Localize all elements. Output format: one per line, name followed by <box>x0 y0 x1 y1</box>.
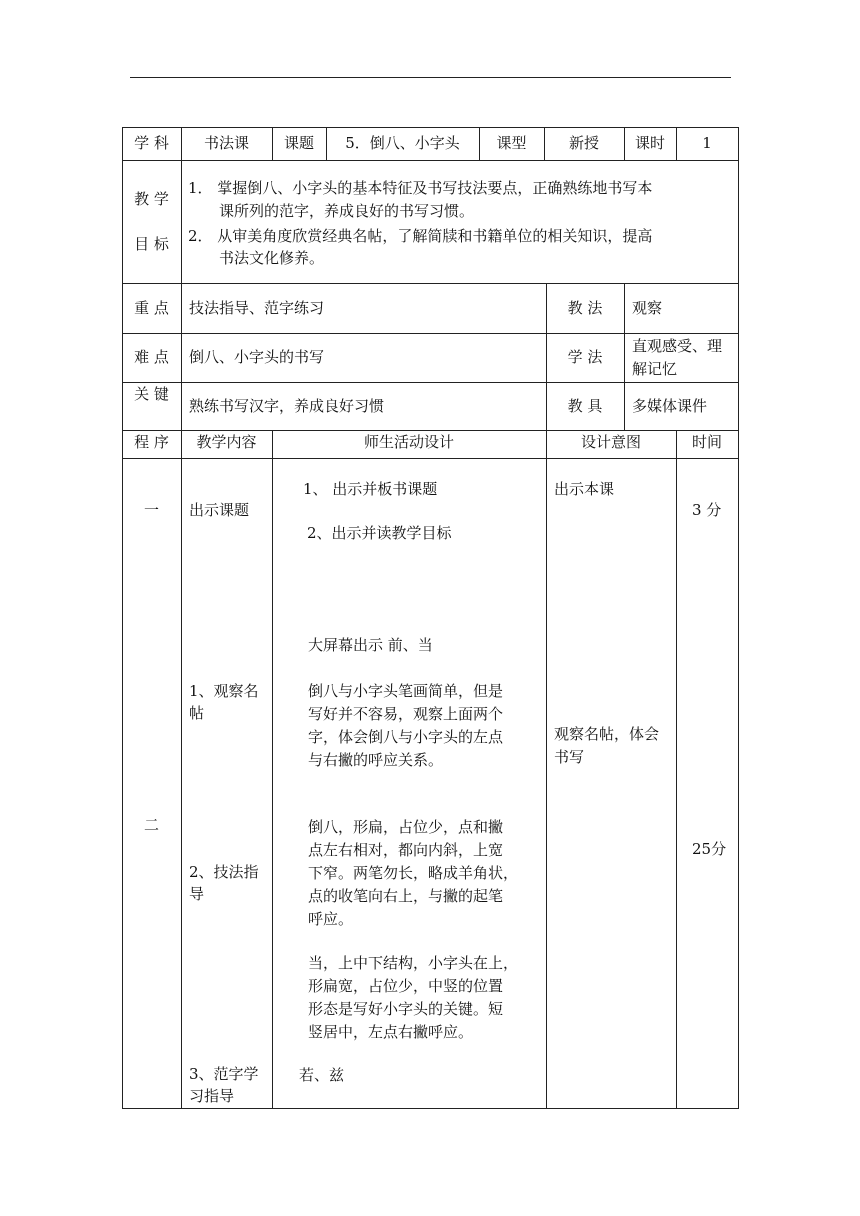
lesson-plan-table <box>122 127 739 1109</box>
col-divider <box>181 430 182 1108</box>
col-divider <box>181 160 182 430</box>
step-2-number: 二 <box>143 816 159 834</box>
hours-label: 课时 <box>634 134 665 152</box>
step-1-number: 一 <box>143 501 159 519</box>
content-observe-line-1: 1、观察名 <box>189 682 259 700</box>
tools-label: 教 具 <box>567 397 603 415</box>
daoba-line-4: 点的收笔向右上，与撇的起笔 <box>308 887 504 905</box>
learning-method-line-2: 解记忆 <box>632 360 678 378</box>
daoba-line-1: 倒八，形扁，占位少，点和撇 <box>308 818 504 836</box>
col-divider <box>272 430 273 1108</box>
method-value: 观察 <box>632 299 663 317</box>
observe-line-4: 与右撇的呼应关系。 <box>308 751 444 769</box>
col-divider <box>676 430 677 1108</box>
daoba-line-3: 下窄。两笔勿长，略成羊角状， <box>308 864 519 882</box>
step-1-activity-2: 2、出示并读教学目标 <box>307 524 452 542</box>
method-label: 教 法 <box>567 299 603 317</box>
objectives-label-bottom: 目 标 <box>134 235 169 253</box>
content-technique-line-2: 导 <box>189 885 205 903</box>
step-1-content: 出示课题 <box>189 501 250 519</box>
observe-line-3: 字，体会倒八与小字头的左点 <box>308 728 504 746</box>
focus-value: 技法指导、范字练习 <box>189 299 325 317</box>
objective-1-line-1: 1． 掌握倒八、小字头的基本特征及书写技法要点，正确熟练地书写本 <box>188 179 653 197</box>
subject-label: 学 科 <box>134 134 169 152</box>
col-divider <box>624 283 625 430</box>
row-divider <box>122 458 739 459</box>
dang-line-2: 形扁宽，占位少，中竖的位置 <box>308 977 504 995</box>
objective-2-line-1: 2． 从审美角度欣赏经典名帖，了解简牍和书籍单位的相关知识，提高 <box>188 227 653 245</box>
table-border-left <box>122 127 123 1109</box>
daoba-line-5: 呼应。 <box>308 910 354 928</box>
difficulty-label: 难 点 <box>134 348 169 366</box>
table-border-top <box>122 127 739 128</box>
objective-2-line-2: 书法文化修养。 <box>219 249 325 267</box>
col-divider <box>546 430 547 1108</box>
content-technique-line-1: 2、技法指 <box>189 863 259 881</box>
step-2-time: 25分 <box>692 840 727 858</box>
content-example-line-1: 3、范字学 <box>189 1065 259 1083</box>
row-divider <box>122 333 739 334</box>
learning-method-label: 学 法 <box>567 348 603 366</box>
observe-line-2: 写好并不容易，观察上面两个 <box>308 705 504 723</box>
example-characters: 若、兹 <box>299 1066 345 1084</box>
learning-method-line-1: 直观感受、理 <box>632 337 723 355</box>
key-value: 熟练书写汉字，养成良好习惯 <box>189 397 385 415</box>
col-header-procedure: 程 序 <box>134 433 169 451</box>
step-1-activity-1: 1、 出示并板书课题 <box>303 480 438 498</box>
topic-value: 5．倒八、小字头 <box>345 134 460 152</box>
objectives-label-top: 教 学 <box>134 190 169 208</box>
table-border-right <box>738 127 739 1109</box>
objective-1-line-2: 课所列的范字，养成良好的书写习惯。 <box>219 202 475 220</box>
dang-line-4: 竖居中，左点右撇呼应。 <box>308 1023 474 1041</box>
type-value: 新授 <box>568 134 599 152</box>
col-header-time: 时间 <box>691 433 722 451</box>
col-header-activity: 师生活动设计 <box>363 433 454 451</box>
step-2-intent-line-1: 观察名帖，体会 <box>554 725 660 743</box>
step-1-time: 3 分 <box>692 501 722 519</box>
table-border-bottom <box>122 1108 739 1109</box>
content-observe-line-2: 帖 <box>189 704 205 722</box>
daoba-line-2: 点左右相对，都向内斜，上宽 <box>308 841 504 859</box>
dang-line-1: 当，上中下结构，小字头在上， <box>308 954 519 972</box>
screen-display-line: 大屏幕出示 前、当 <box>308 636 433 654</box>
type-label: 课型 <box>496 134 527 152</box>
observe-line-1: 倒八与小字头笔画简单，但是 <box>308 682 504 700</box>
difficulty-value: 倒八、小字头的书写 <box>189 348 325 366</box>
tools-value: 多媒体课件 <box>632 397 708 415</box>
row-divider <box>122 382 739 383</box>
col-header-content: 教学内容 <box>196 433 257 451</box>
content-example-line-2: 习指导 <box>189 1087 235 1105</box>
hours-value: 1 <box>702 134 712 152</box>
step-2-intent-line-2: 书写 <box>554 748 585 766</box>
row-divider <box>122 283 739 284</box>
header-rule <box>130 77 731 78</box>
key-label: 关 键 <box>134 385 169 403</box>
row-divider <box>122 160 739 161</box>
dang-line-3: 形态是写好小字头的关键。短 <box>308 1000 504 1018</box>
focus-label: 重 点 <box>134 299 169 317</box>
col-header-intent: 设计意图 <box>580 433 641 451</box>
subject-value: 书法课 <box>203 134 249 152</box>
step-1-intent: 出示本课 <box>554 480 615 498</box>
topic-label: 课题 <box>283 134 314 152</box>
